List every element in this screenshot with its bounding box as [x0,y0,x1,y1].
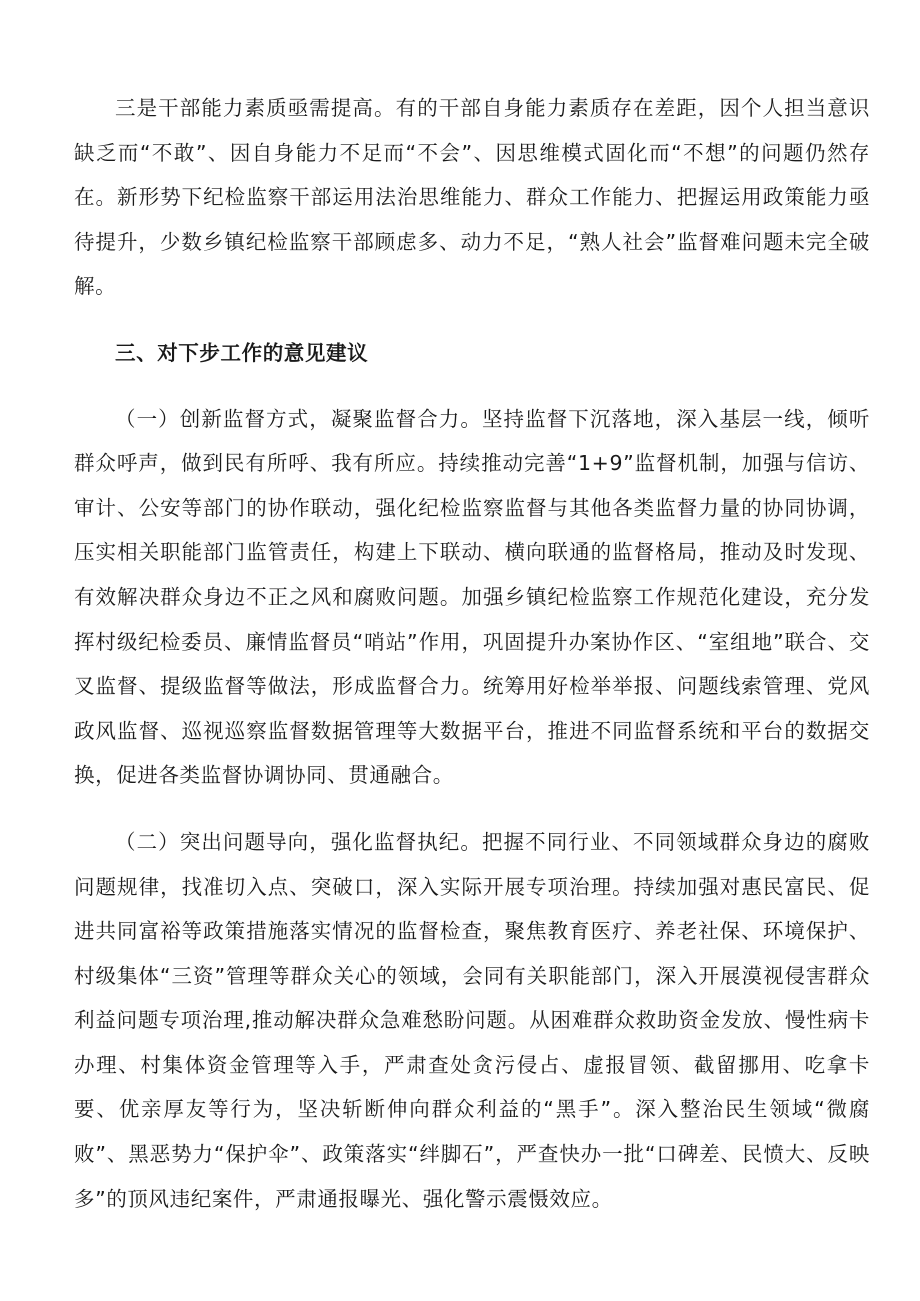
paragraph-cadre-capability: 三是干部能力素质亟需提高。有的干部自身能力素质存在差距，因个人担当意识缺乏而“不敢”、因自身能力不足而“不会”、因思维模式固化而“不想”的问题仍然存在。新形势下纪检监察干部运用法治思维能力、群众工作能力、把握运用政策能力亟待提升，少数乡镇纪检监察干部顾虑多、动力不足，“熟人社会”监督难问题未完全破解。 [74,96,870,299]
paragraph-supervision-methods: （一）创新监督方式，凝聚监督合力。坚持监督下沉落地，深入基层一线，倾听群众呼声，做到民有所呼、我有所应。持续推动完善“1+9”监督机制，加强与信访、审计、公安等部门的协作联动，强化纪检监察监督与其他各类监督力量的协同协调，压实相关职能部门监管责任，构建上下联动、横向联通的监督格局，推动及时发现、有效解决群众身边不正之风和腐败问题。加强乡镇纪检监察工作规范化建设，充分发挥村级纪检委员、廉情监督员“哨站”作用，巩固提升办案协作区、“室组地”联合、交叉监督、提级监督等做法，形成监督合力。统筹用好检举举报、问题线索管理、党风政风监督、巡视巡察监督数据管理等大数据平台，推进不同监督系统和平台的数据交换，促进各类监督协调协同、贯通融合。 [74,406,870,788]
section-heading-suggestions: 三、对下步工作的意见建议 [115,340,369,365]
paragraph-spacer [74,309,870,331]
paragraph-spacer [74,376,870,397]
paragraph-spacer [74,798,870,820]
paragraph-problem-orientation: （二）突出问题导向，强化监督执纪。把握不同行业、不同领域群众身边的腐败问题规律，找准切入点、突破口，深入实际开展专项治理。持续加强对惠民富民、促进共同富裕等政策措施落实情况的监督检查，聚焦教育医疗、养老社保、环境保护、村级集体“三资”管理等群众关心的领域，会同有关职能部门，深入开展漠视侵害群众利益问题专项治理,推动解决群众急难愁盼问题。从困难群众救助资金发放、慢性病卡办理、村集体资金管理等入手，严肃查处贪污侵占、虚报冒领、截留挪用、吃拿卡要、优亲厚友等行为，坚决斩断伸向群众利益的“黑手”。深入整治民生领域“微腐败”、黑恶势力“保护伞”、政策落实“绊脚石”，严查快办一批“口碑差、民愤大、反映多”的顶风违纪案件，严肃通报曝光、强化警示震慑效应。 [74,829,870,1211]
